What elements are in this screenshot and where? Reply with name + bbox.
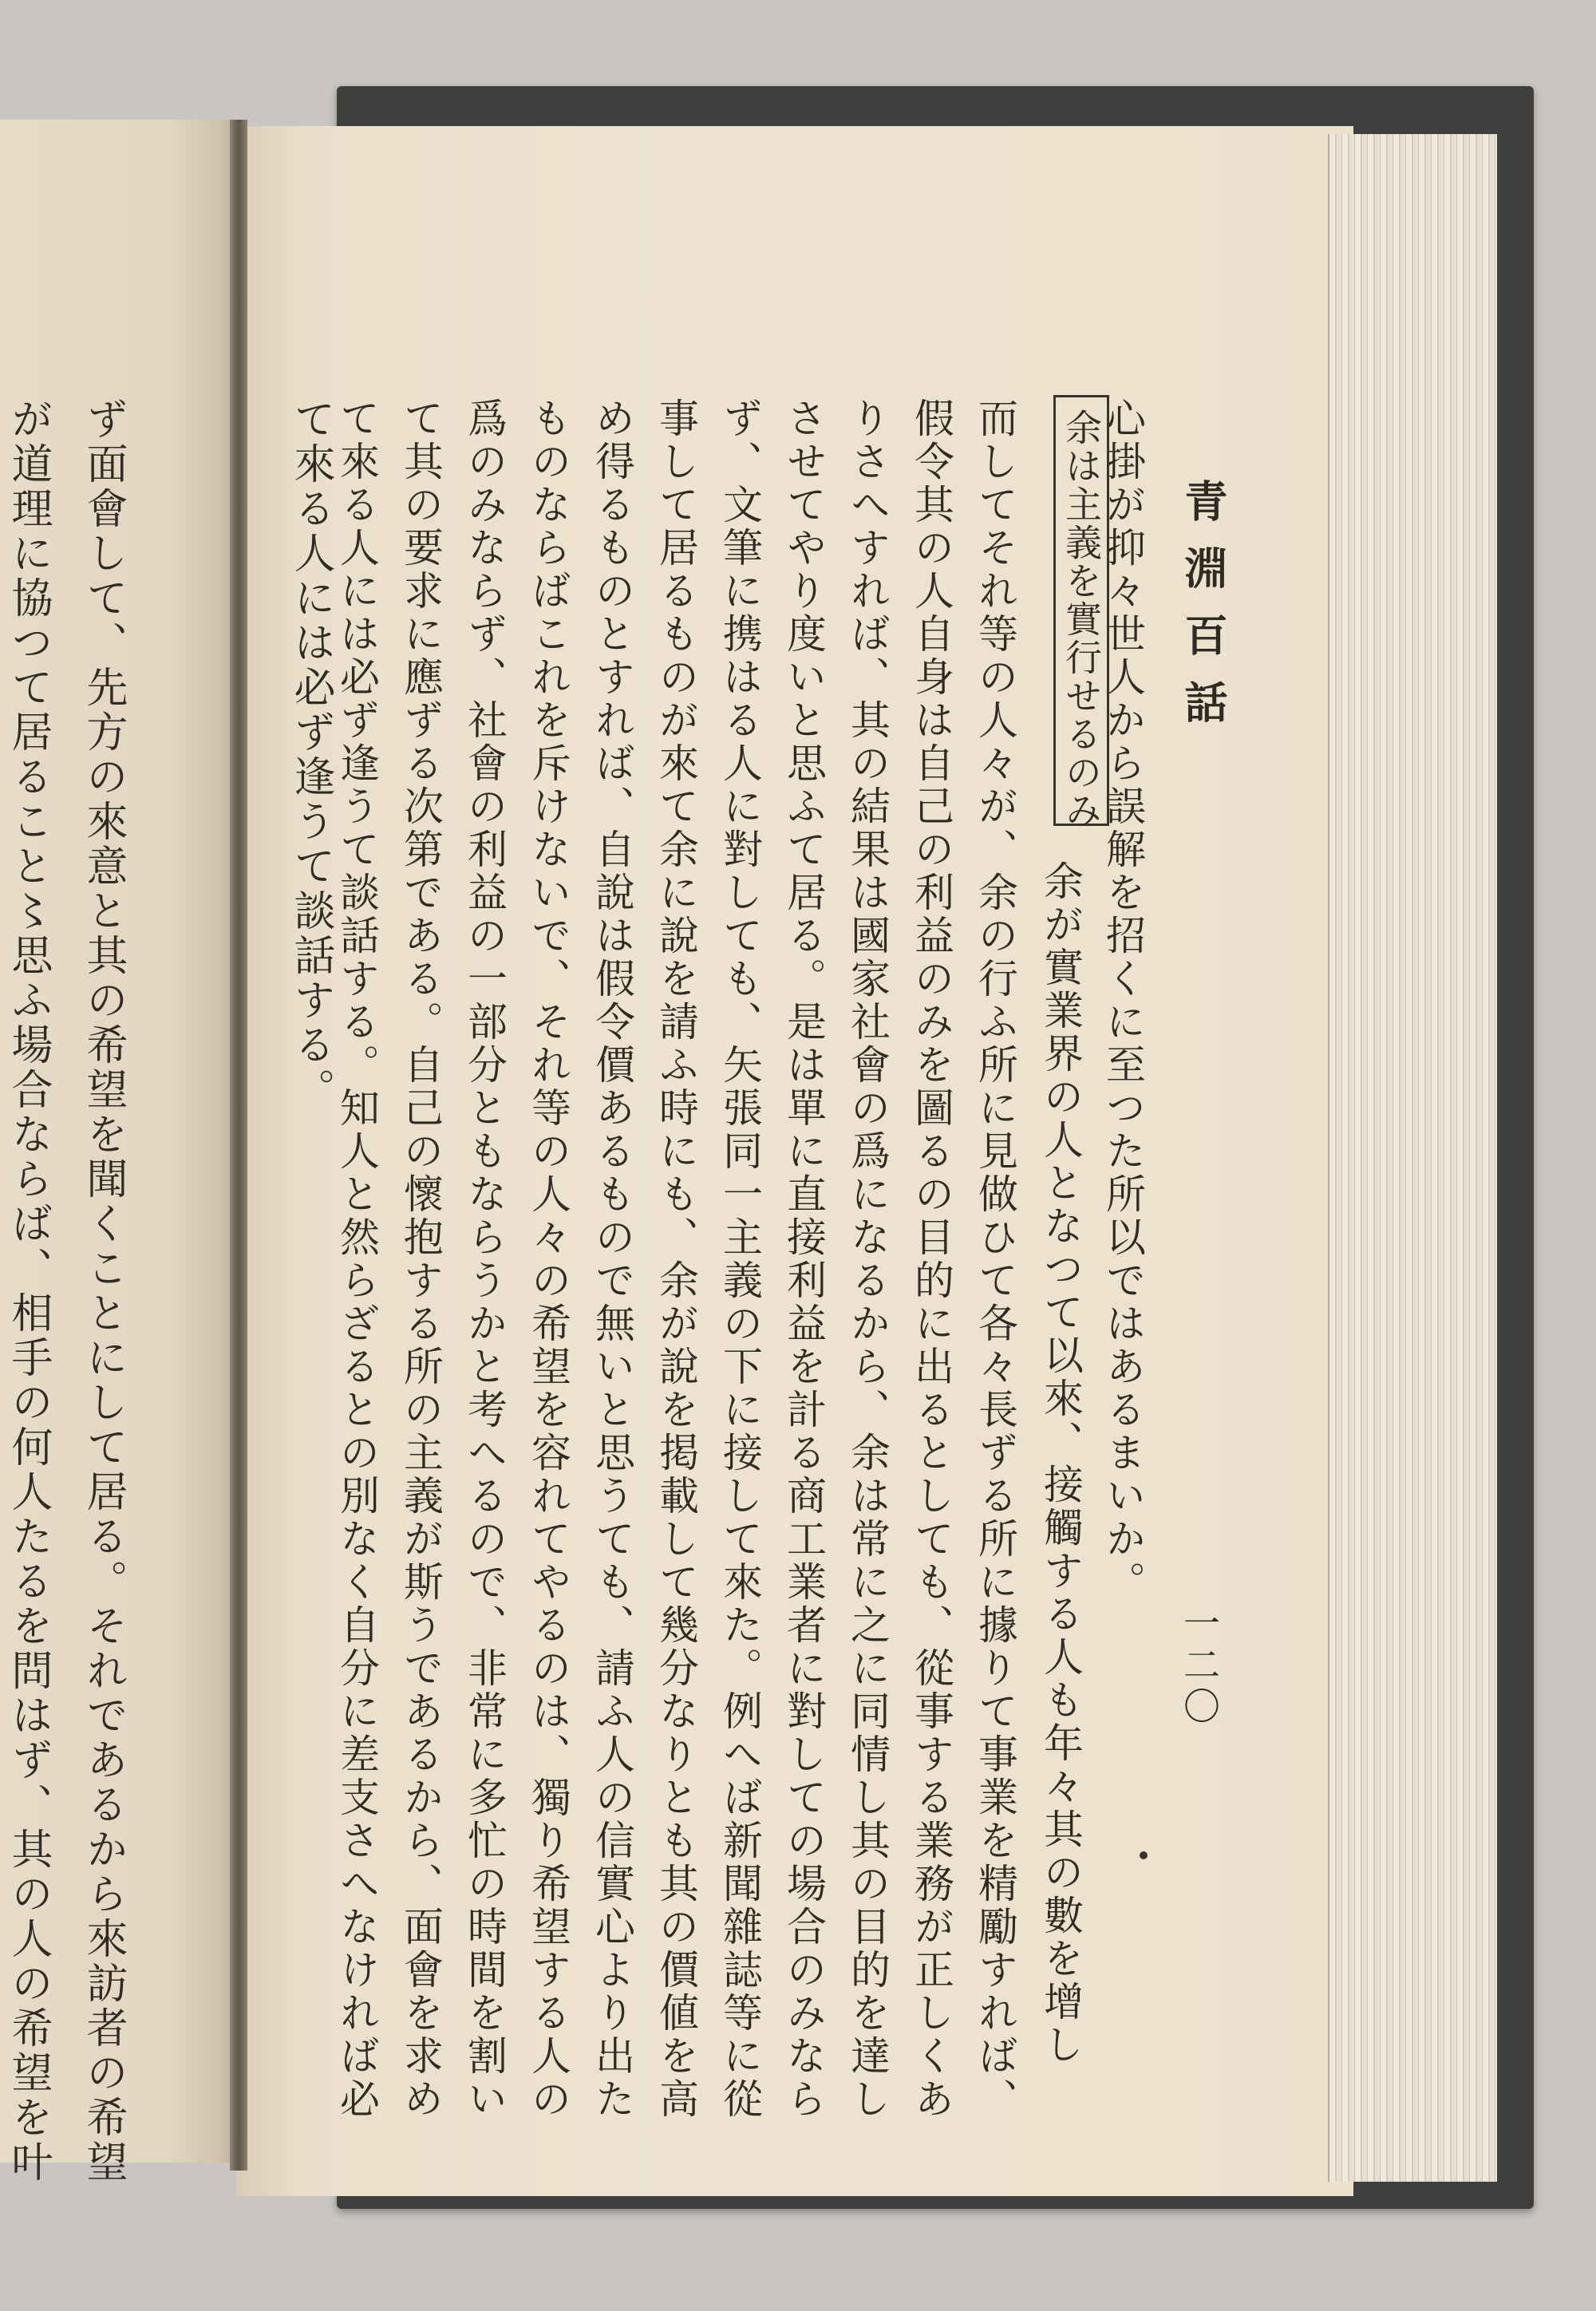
text-line: め得るものとすれば、自說は假令價あるもので無いと思うても、請ふ人の信實心より出た	[589, 397, 635, 2121]
page-number: 一二〇	[1178, 1604, 1221, 1728]
page-edges	[1328, 134, 1497, 2182]
text-line: 爲のみならず、社會の利益の一部分ともならうかと考へるので、非常に多忙の時間を割い	[461, 397, 508, 2121]
section-heading: 余は主義を實行せるのみ	[1060, 409, 1103, 830]
text-line: りさへすれば、其の結果は國家社會の爲になるから、余は常に之に同情し其の目的を達し	[844, 397, 891, 2121]
text-line: させてやり度いと思ふて居る。是は單に直接利益を計る商工業者に對しての場合のみなら	[780, 397, 827, 2121]
running-head: 青淵百話	[1178, 479, 1229, 747]
text-line: て來る人には必ず逢うて談話する。知人と然らざるとの別なく自分に差支さへなければ必	[334, 397, 380, 2121]
text-line: 而してそれ等の人々が、余の行ふ所に見做ひて各々長ずる所に據りて事業を精勵すれば、	[972, 397, 1018, 2121]
text-line: 事して居るものが來て余に說を請ふ時にも、余が說を掲載して幾分なりとも其の價値を高	[653, 397, 699, 2121]
text-line: 心掛が抑々世人から誤解を招くに至つた所以ではあるまいか。	[1100, 397, 1146, 1604]
left-page-line: て來る人には必ず逢うて談話する。	[286, 397, 334, 1112]
text-line: 余が實業界の人となつて以來、接觸する人も年々其の數を增し	[1037, 860, 1084, 2067]
text-line: ず、文筆に携はる人に對しても、矢張同一主義の下に接して來た。例へば新聞雜誌等に從	[717, 397, 763, 2121]
section-heading-box	[1053, 395, 1109, 830]
ornament-dot	[1140, 1851, 1148, 1859]
left-page-line: が道理に協つて居ること〻思ふ場合ならば、相手の何人たるを問はず、其の人の希望を叶	[4, 397, 52, 2185]
left-page-line: ず面會して、先方の來意と其の希望を聞くことにして居る。それであるから來訪者の希望	[79, 397, 127, 2185]
book-gutter	[230, 120, 247, 2171]
text-line: 假令其の人自身は自己の利益のみを圖るの目的に出るとしても、從事する業務が正しくあ	[908, 397, 954, 2121]
text-line: ものならばこれを斥けないで、それ等の人々の希望を容れてやるのは、獨り希望する人の	[525, 397, 571, 2121]
text-line: て其の要求に應ずる次第である。自己の懷抱する所の主義が斯うであるから、面會を求め	[397, 397, 444, 2121]
